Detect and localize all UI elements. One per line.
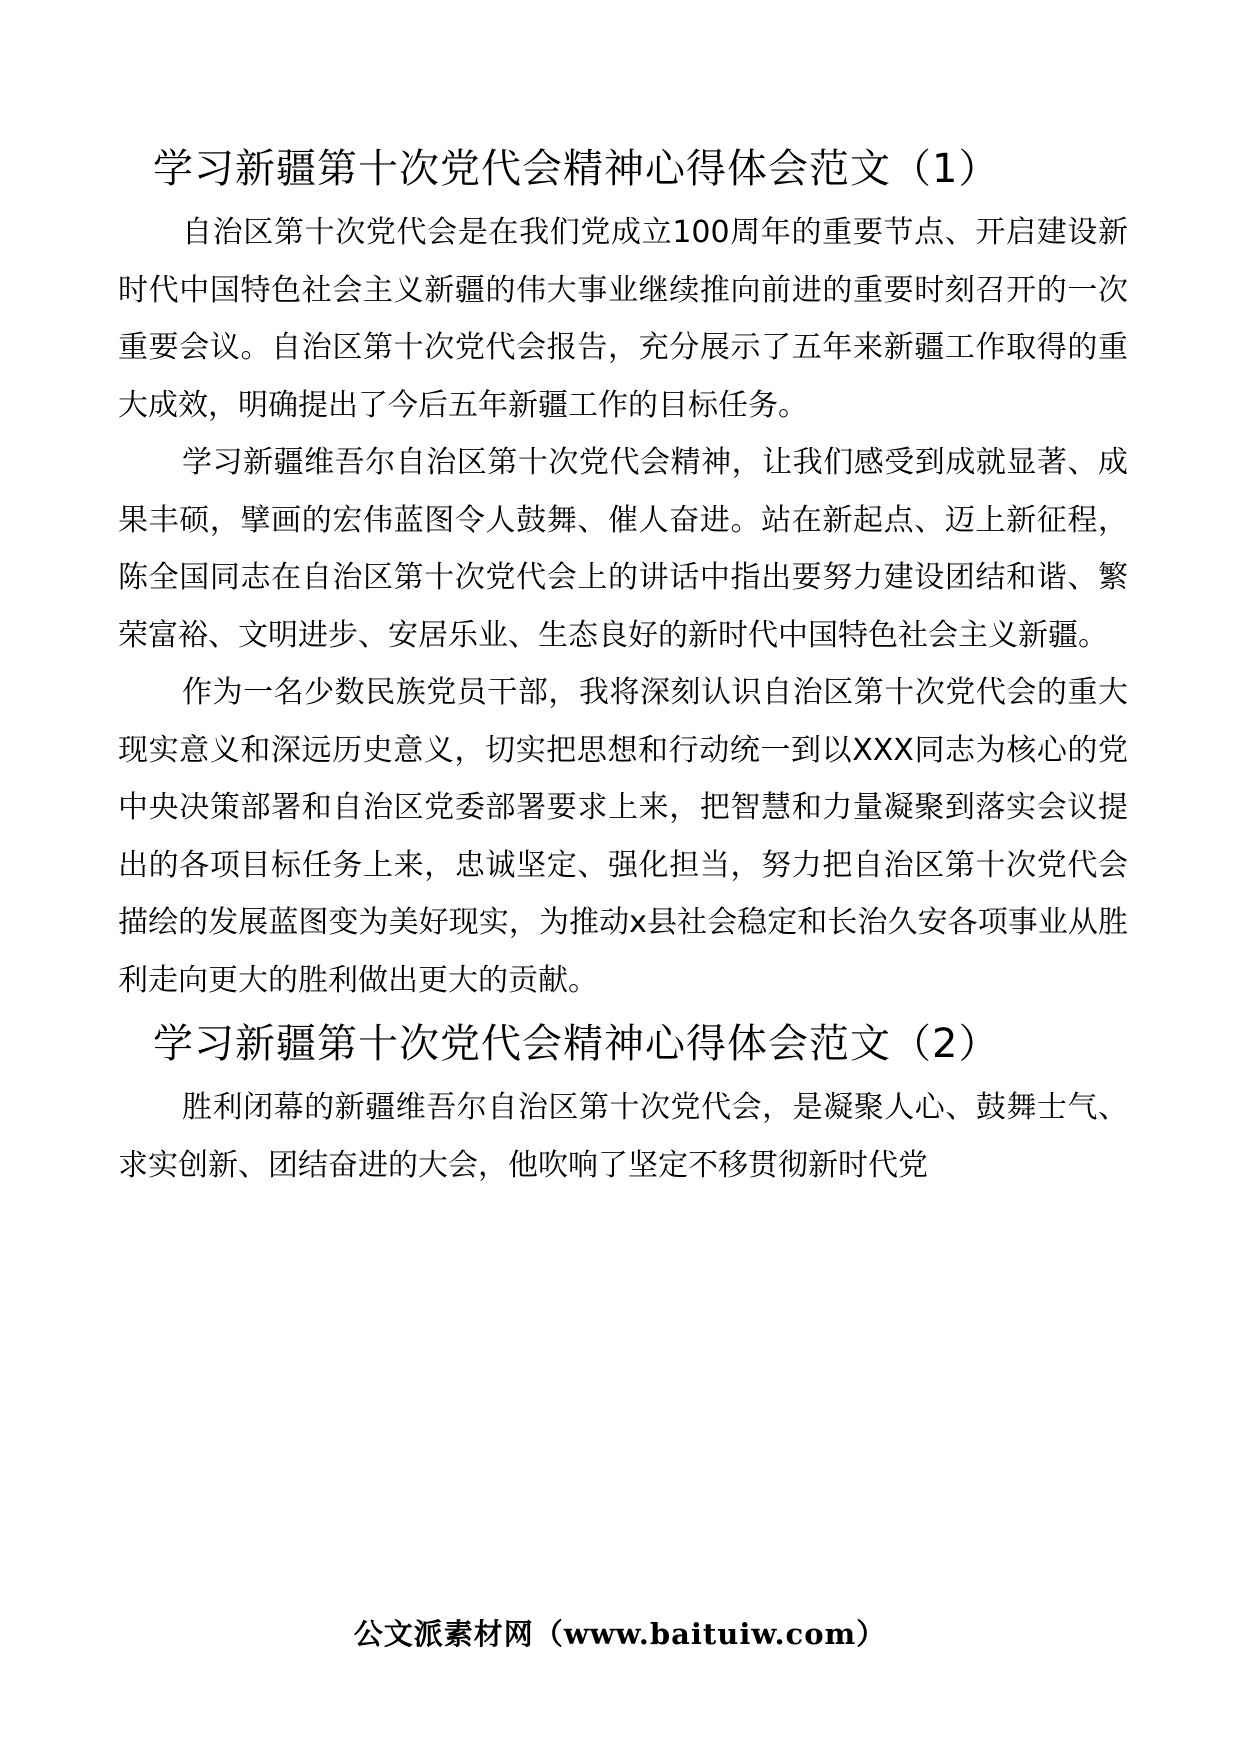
document-body bbox=[118, 134, 1128, 1194]
paragraph: 自治区第十次党代会是在我们党成立100周年的重要节点、开启建设新时代中国特色社会主义新疆的伟大事业继续推向前进的重要时刻召开的一次重要会议。自治区第十次党代会报告，充分展示了五年来新疆工作取得的重大成效，明确提出了今后五年新疆工作的目标任务。 bbox=[118, 215, 1128, 423]
article-2 bbox=[118, 1009, 1128, 1194]
paragraph: 学习新疆维吾尔自治区第十次党代会精神，让我们感受到成就显著、成果丰硕，擘画的宏伟蓝图令人鼓舞、催人奋进。站在新起点、迈上新征程，陈全国同志在自治区第十次党代会上的讲话中指出要努力建设团结和谐、繁荣富裕、文明进步、安居乐业、生态良好的新时代中国特色社会主义新疆。 bbox=[118, 445, 1128, 653]
article-1 bbox=[118, 134, 1128, 1009]
footer-watermark: 公文派素材网（www.baituiw.com） bbox=[353, 1617, 887, 1651]
article-title: 学习新疆第十次党代会精神心得体会范文（2） bbox=[153, 1021, 1000, 1067]
paragraph: 作为一名少数民族党员干部，我将深刻认识自治区第十次党代会的重大现实意义和深远历史意义，切实把思想和行动统一到以XXX同志为核心的党中央决策部署和自治区党委部署要求上来，把智慧和力量凝聚到落实会议提出的各项目标任务上来，忠诚坚定、强化担当，努力把自治区第十次党代会描绘的发展蓝图变为美好现实，为推动x县社会稳定和长治久安各项事业从胜利走向更大的胜利做出更大的贡献。 bbox=[118, 675, 1128, 998]
article-title: 学习新疆第十次党代会精神心得体会范文（1） bbox=[153, 146, 1000, 192]
paragraph: 胜利闭幕的新疆维吾尔自治区第十次党代会，是凝聚人心、鼓舞士气、求实创新、团结奋进的大会，他吹响了坚定不移贯彻新时代党 bbox=[118, 1090, 1128, 1183]
